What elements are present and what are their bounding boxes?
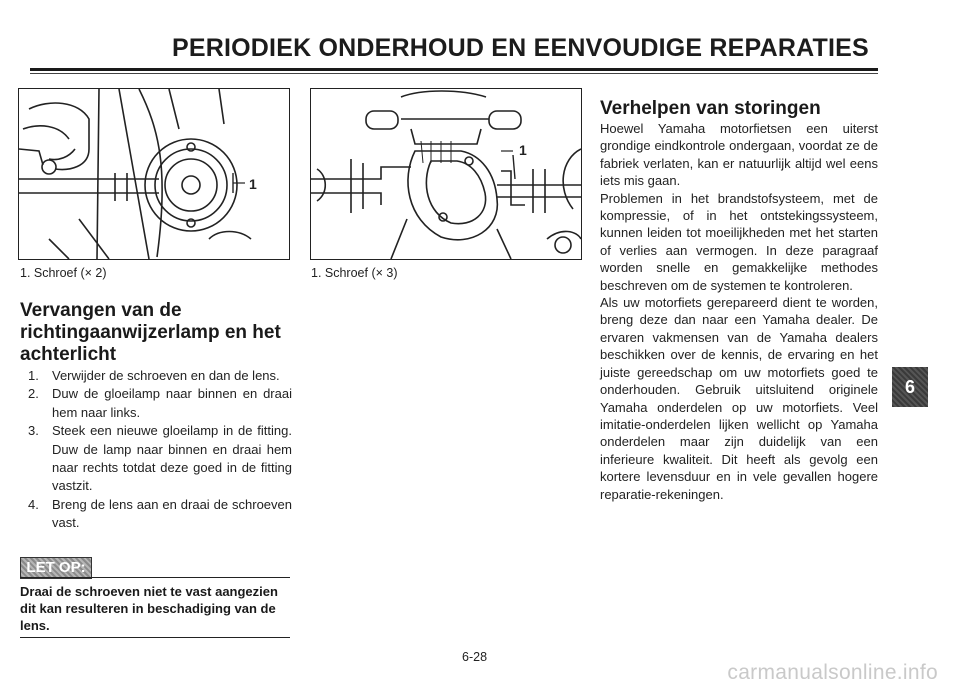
turn-signal-illustration [19, 89, 289, 259]
list-item [28, 385, 292, 422]
step-number: 4. [28, 496, 39, 512]
tail-light-illustration [311, 89, 581, 259]
section-heading-troubleshooting: Verhelpen van storingen [600, 98, 821, 119]
page-number: 6-28 [462, 650, 488, 664]
paragraph: Problemen in het brandstofsysteem, met de kompressie, of in het ontstekingssysteem, kunnen leiden tot moeilijkheden met het starten of verlies aan vermogen. In deze paragraaf worden snelle en gemakkelijke methodes beschreven om de systemen te kontroleren. [600, 190, 878, 293]
step-number: 2. [28, 386, 39, 402]
paragraph: Hoewel Yamaha motorfietsen een uiterst grondige eindkontrole ondergaan, voordat ze de fabriek verlaten, kan er natuurlijk altijd wel eens iets mis gaan. [600, 121, 878, 189]
figure-tail-light-lens [310, 88, 582, 260]
figure-callout: 1 [519, 142, 527, 158]
figure-turn-signal-lens [18, 88, 290, 260]
chapter-tab: 6 [892, 367, 928, 407]
header-rule-thick [30, 68, 878, 71]
replace-steps-list [28, 367, 292, 533]
watermark-text: carmanualsonline.info [727, 661, 938, 684]
step-number: 3. [28, 423, 39, 439]
figure-caption: 1. Schroef (× 2) [20, 266, 107, 280]
list-item [28, 367, 292, 385]
caution-badge: LET OP: [20, 557, 92, 579]
figure-callout: 1 [249, 176, 257, 192]
caution-rule-top [20, 577, 290, 578]
section-heading-replace-lamp: Vervangen van de richtingaanwijzerlamp en het achterlicht [20, 300, 281, 365]
list-item [28, 496, 292, 533]
step-text: Breng de lens aan en draai de schroeven vast. [52, 496, 292, 531]
paragraph: Als uw motorfiets gerepareerd dient te worden, breng deze dan naar een Yamaha dealer. De ervaren vakmensen van de Yamaha dealers beschikken over de kennis, de ervaring en het juiste gereedschap om uw motorfiets goed te onderhouden. Gebruik uitsluitend originele Yamaha onderdelen op uw motorfiets. Veel imitatie-onderdelen lijken wellicht op Yamaha onderdelen maar zijn duidelijk van een inferieure kwaliteit. Dit heeft als gevolg een kortere levensduur en in vele gevallen hogere reparatie-rekeningen. [600, 295, 878, 502]
troubleshooting-body [600, 120, 878, 503]
caution-text: Draai de schroeven niet te vast aangezien dit kan resulteren in beschadiging van de lens. [20, 584, 278, 633]
step-text: Steek een nieuwe gloeilamp in de fitting. Duw de lamp naar binnen en draai hem naar rechts totdat deze goed in de fitting vastzit. [52, 423, 292, 494]
caution-rule-bottom [20, 637, 290, 638]
header-rule-thin [30, 73, 878, 74]
step-text: Verwijder de schroeven en dan de lens. [52, 368, 280, 383]
step-number: 1. [28, 368, 39, 383]
list-item [28, 422, 292, 496]
step-text: Duw de gloeilamp naar binnen en draai hem naar links. [52, 386, 292, 420]
figure-caption: 1. Schroef (× 3) [311, 266, 398, 280]
page-title: PERIODIEK ONDERHOUD EN EENVOUDIGE REPARATIES [172, 34, 869, 62]
